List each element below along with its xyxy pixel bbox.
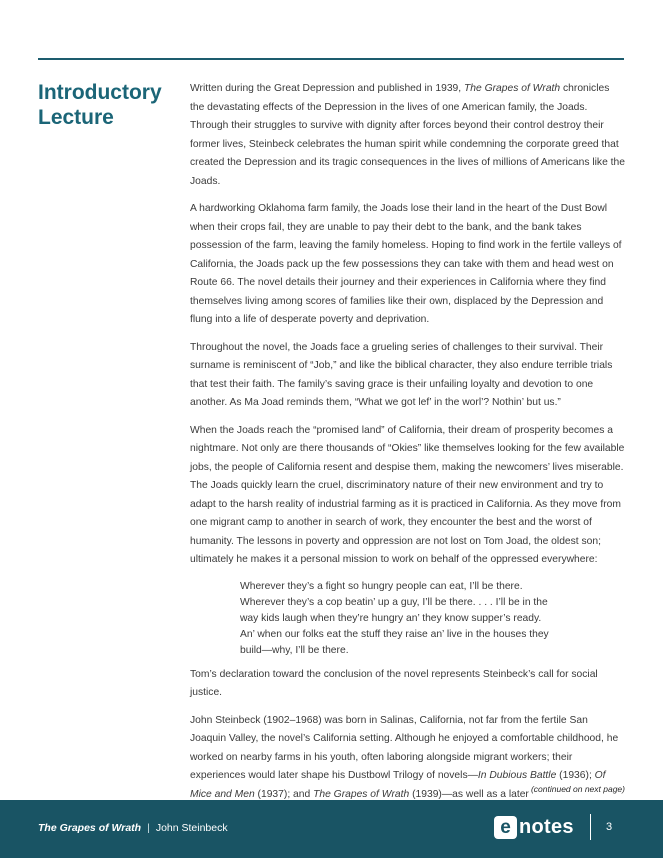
lecture-body xyxy=(190,80,626,813)
footer-divider xyxy=(590,814,591,840)
page-footer xyxy=(0,800,663,858)
quote-line: way kids laugh when they’re hungry an’ they know supper’s ready. xyxy=(240,612,542,624)
paragraph-6-text-c: (1937); and xyxy=(254,788,314,800)
logo-text: notes xyxy=(519,815,574,838)
logo-e-icon: e xyxy=(494,816,517,839)
page-number: 3 xyxy=(606,821,613,833)
paragraph-1 xyxy=(190,80,626,191)
footer-book-info xyxy=(38,822,228,834)
quote-line: Wherever they’s a cop beatin’ up a guy, I’ll be there. . . . I’ll be in the xyxy=(240,596,548,608)
enotes-logo[interactable] xyxy=(494,814,574,840)
footer-book-title: The Grapes of Wrath xyxy=(38,822,142,834)
paragraph-4: When the Joads reach the “promised land” of California, their dream of prosperity becomes a nightmare. Not only are there thousands of “Okies” like themselves looking for the few available jobs, the people of California resent and despise them, making the newcomers’ lives miserable. The Joads quickly learn the cruel, discriminatory nature of their new environment and try to adapt to the harsh reality of industrial farming as it is practiced in California. As they move from one migrant camp to another in search of work, they encounter the best and the worst of humanity. The lessons in poverty and oppression are not lost on Tom Joad, the oldest son; ultimately he makes it a personal mission to work on behalf of the oppressed everywhere: xyxy=(190,424,625,565)
quote-line: build—why, I’ll be there. xyxy=(240,644,349,656)
heading-line-1: Introductory xyxy=(38,81,162,104)
book-title-italic: The Grapes of Wrath xyxy=(464,83,561,94)
book-title-italic: The Grapes of Wrath xyxy=(313,788,410,800)
footer-separator: | xyxy=(147,822,150,834)
paragraph-5: Tom’s declaration toward the conclusion of the novel represents Steinbeck’s call for social justice. xyxy=(190,668,598,698)
section-heading xyxy=(38,80,178,130)
book-title-italic: In Dubious Battle xyxy=(477,770,557,781)
paragraph-6-text-b: (1936); xyxy=(556,770,595,781)
footer-author: John Steinbeck xyxy=(155,822,228,834)
book-title-italic: Of Mice and Men xyxy=(190,770,606,800)
paragraph-2: A hardworking Oklahoma farm family, the Joads lose their land in the heart of the Dust Bowl when their crops fail, they are unable to pay their debt to the bank, and the bank takes possession of the farm, leaving the family homeless. Hoping to find work in the fertile valleys of California, the Joads pack up the few possessions they can take with them and head west on Route 66. The novel details their journey and their experiences in California where they find themselves living among scores of families like their own, displaced by the Depression and flung into a life of desperate poverty and deprivation. xyxy=(190,203,622,325)
paragraph-3: Throughout the novel, the Joads face a grueling series of challenges to their survival. Their surname is reminiscent of “Job,” and like the biblical character, they also endure terrible trials that test their faith. The family’s saving grace is their unfailing loyalty and devotion to one another. As Ma Joad reminds them, “What we got lef’ in the worl’? Nothin’ but us.” xyxy=(190,341,613,408)
heading-line-2: Lecture xyxy=(38,106,114,129)
quote-line: An’ when our folks eat the stuff they raise an’ live in the houses they xyxy=(240,628,549,640)
block-quote xyxy=(240,579,626,659)
paragraph-1-text-b: chronicles the devastating effects of the Depression in the lives of one American family, the Joads. Through their struggles to survive with dignity after forces beyond their control destroy their former lives, Steinbeck celebrates the human spirit while condemning the corporate greed that created the Depression and its tragic consequences in the lives of millions of Americans like the Joads. xyxy=(190,83,625,187)
top-divider xyxy=(38,58,624,60)
quote-line: Wherever they’s a fight so hungry people can eat, I’ll be there. xyxy=(240,580,523,592)
paragraph-6-text-a: John Steinbeck (1902–1968) was born in Salinas, California, not far from the fertile San Joaquin Valley, the novel’s California setting. Although he enjoyed a comfortable childhood, he worked on nearby farms in his youth, often laboring alongside migrant workers; their experiences would later shape his Dustbowl Trilogy of novels— xyxy=(190,714,619,781)
continued-note: (continued on next page) xyxy=(530,784,625,794)
paragraph-6-text-d: (1939)—as well as a later xyxy=(409,788,529,800)
paragraph-1-text-a: Written during the Great Depression and published in 1939, xyxy=(190,83,464,94)
